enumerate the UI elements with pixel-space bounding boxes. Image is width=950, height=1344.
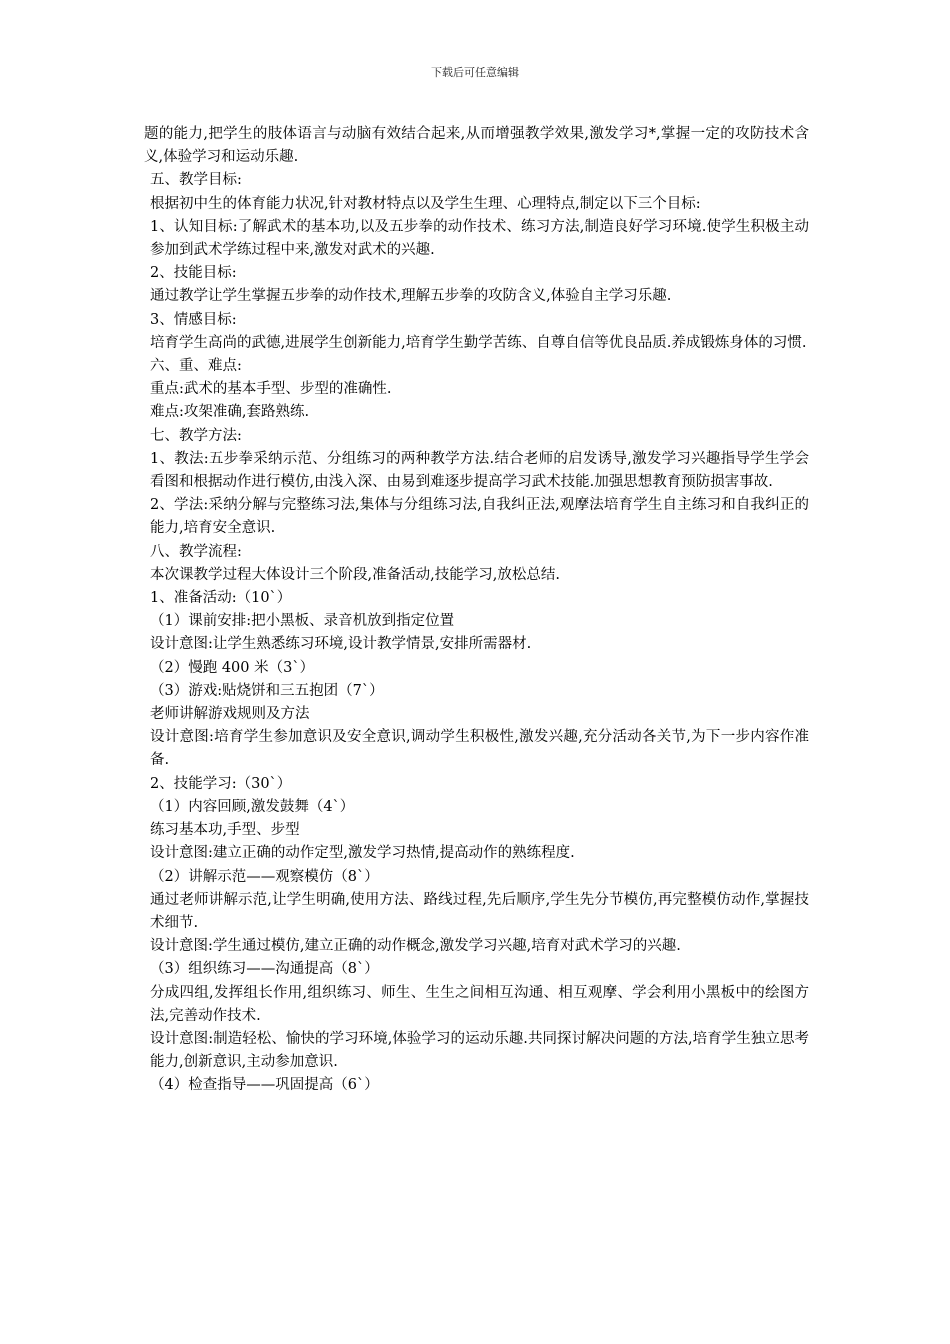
paragraph: 八、教学流程:: [150, 543, 242, 560]
paragraph: （1）内容回顾,激发鼓舞（4`）: [150, 798, 355, 815]
paragraph: 通过老师讲解示范,让学生明确,使用方法、路线过程,先后顺序,学生先分节模仿,再完整模仿动作,掌握技术细节.: [150, 891, 809, 931]
paragraph: （1）课前安排:把小黑板、录音机放到指定位置: [150, 613, 455, 630]
page-header: 下载后可任意编辑: [431, 66, 519, 79]
paragraph: （3）组织练习——沟通提高（8`）: [150, 961, 379, 978]
paragraph: 练习基本功,手型、步型: [150, 822, 300, 839]
paragraph: 2、技能目标:: [150, 265, 237, 282]
paragraph: 老师讲解游戏规则及方法: [150, 706, 310, 723]
paragraph: 设计意图:制造轻松、愉快的学习环境,体验学习的运动乐趣.共同探讨解决问题的方法,培育学生独立思考能力,创新意识,主动参加意识.: [150, 1030, 809, 1071]
paragraph: 设计意图:建立正确的动作定型,激发学习热情,提高动作的熟练程度.: [150, 845, 575, 862]
paragraph: 1、准备活动:（10`）: [150, 590, 292, 607]
paragraph: （2）慢跑 400 米（3`）: [150, 659, 315, 676]
paragraph: （2）讲解示范——观察模仿（8`）: [150, 868, 379, 885]
paragraph: 重点:武术的基本手型、步型的准确性.: [150, 381, 392, 398]
paragraph: （4）检查指导——巩固提高（6`）: [150, 1077, 379, 1094]
paragraph: 题的能力,把学生的肢体语言与动脑有效结合起来,从而增强教学效果,激发学习*,掌握一定的攻防技术含义,体验学习和运动乐趣.: [144, 126, 809, 166]
paragraph: 设计意图:培育学生参加意识及安全意识,调动学生积极性,激发兴趣,充分活动各关节,为下一步内容作准备.: [150, 729, 809, 769]
paragraph: 难点:攻架准确,套路熟练.: [150, 404, 310, 421]
paragraph: 通过教学让学生掌握五步拳的动作技术,理解五步拳的攻防含义,体验自主学习乐趣.: [150, 288, 672, 305]
document-body: [144, 123, 809, 1098]
paragraph: 培育学生高尚的武德,进展学生创新能力,培育学生勤学苦练、自尊自信等优良品质.养成锻炼身体的习惯.: [150, 334, 807, 351]
paragraph: 设计意图:学生通过模仿,建立正确的动作概念,激发学习兴趣,培育对武术学习的兴趣.: [150, 938, 681, 955]
paragraph: 2、学法:采纳分解与完整练习法,集体与分组练习法,自我纠正法,观摩法培育学生自主练习和自我纠正的能力,培育安全意识.: [150, 497, 809, 537]
paragraph: 设计意图:让学生熟悉练习环境,设计教学情景,安排所需器材.: [150, 636, 532, 653]
paragraph: 2、技能学习:（30`）: [150, 775, 292, 792]
paragraph: 分成四组,发挥组长作用,组织练习、师生、生生之间相互沟通、相互观摩、学会利用小黑板中的绘图方法,完善动作技术.: [150, 984, 809, 1024]
paragraph: 1、认知目标:了解武术的基本功,以及五步拳的动作技术、练习方法,制造良好学习环境.使学生积极主动参加到武术学练过程中来,激发对武术的兴趣.: [150, 218, 809, 259]
paragraph: 五、教学目标:: [150, 172, 242, 189]
paragraph: 根据初中生的体育能力状况,针对教材特点以及学生生理、心理特点,制定以下三个目标:: [150, 195, 701, 212]
paragraph: 六、重、难点:: [150, 358, 242, 375]
paragraph: 1、教法:五步拳采纳示范、分组练习的两种教学方法.结合老师的启发诱导,激发学习兴趣指导学生学会看图和根据动作进行模仿,由浅入深、由易到难逐步提高学习武术技能.加强思想教育预防损害事故.: [150, 450, 809, 491]
paragraph: 七、教学方法:: [150, 427, 242, 444]
paragraph: 3、情感目标:: [150, 311, 237, 328]
paragraph: 本次课教学过程大体设计三个阶段,准备活动,技能学习,放松总结.: [150, 566, 560, 583]
paragraph: （3）游戏:贴烧饼和三五抱团（7`）: [150, 682, 384, 699]
